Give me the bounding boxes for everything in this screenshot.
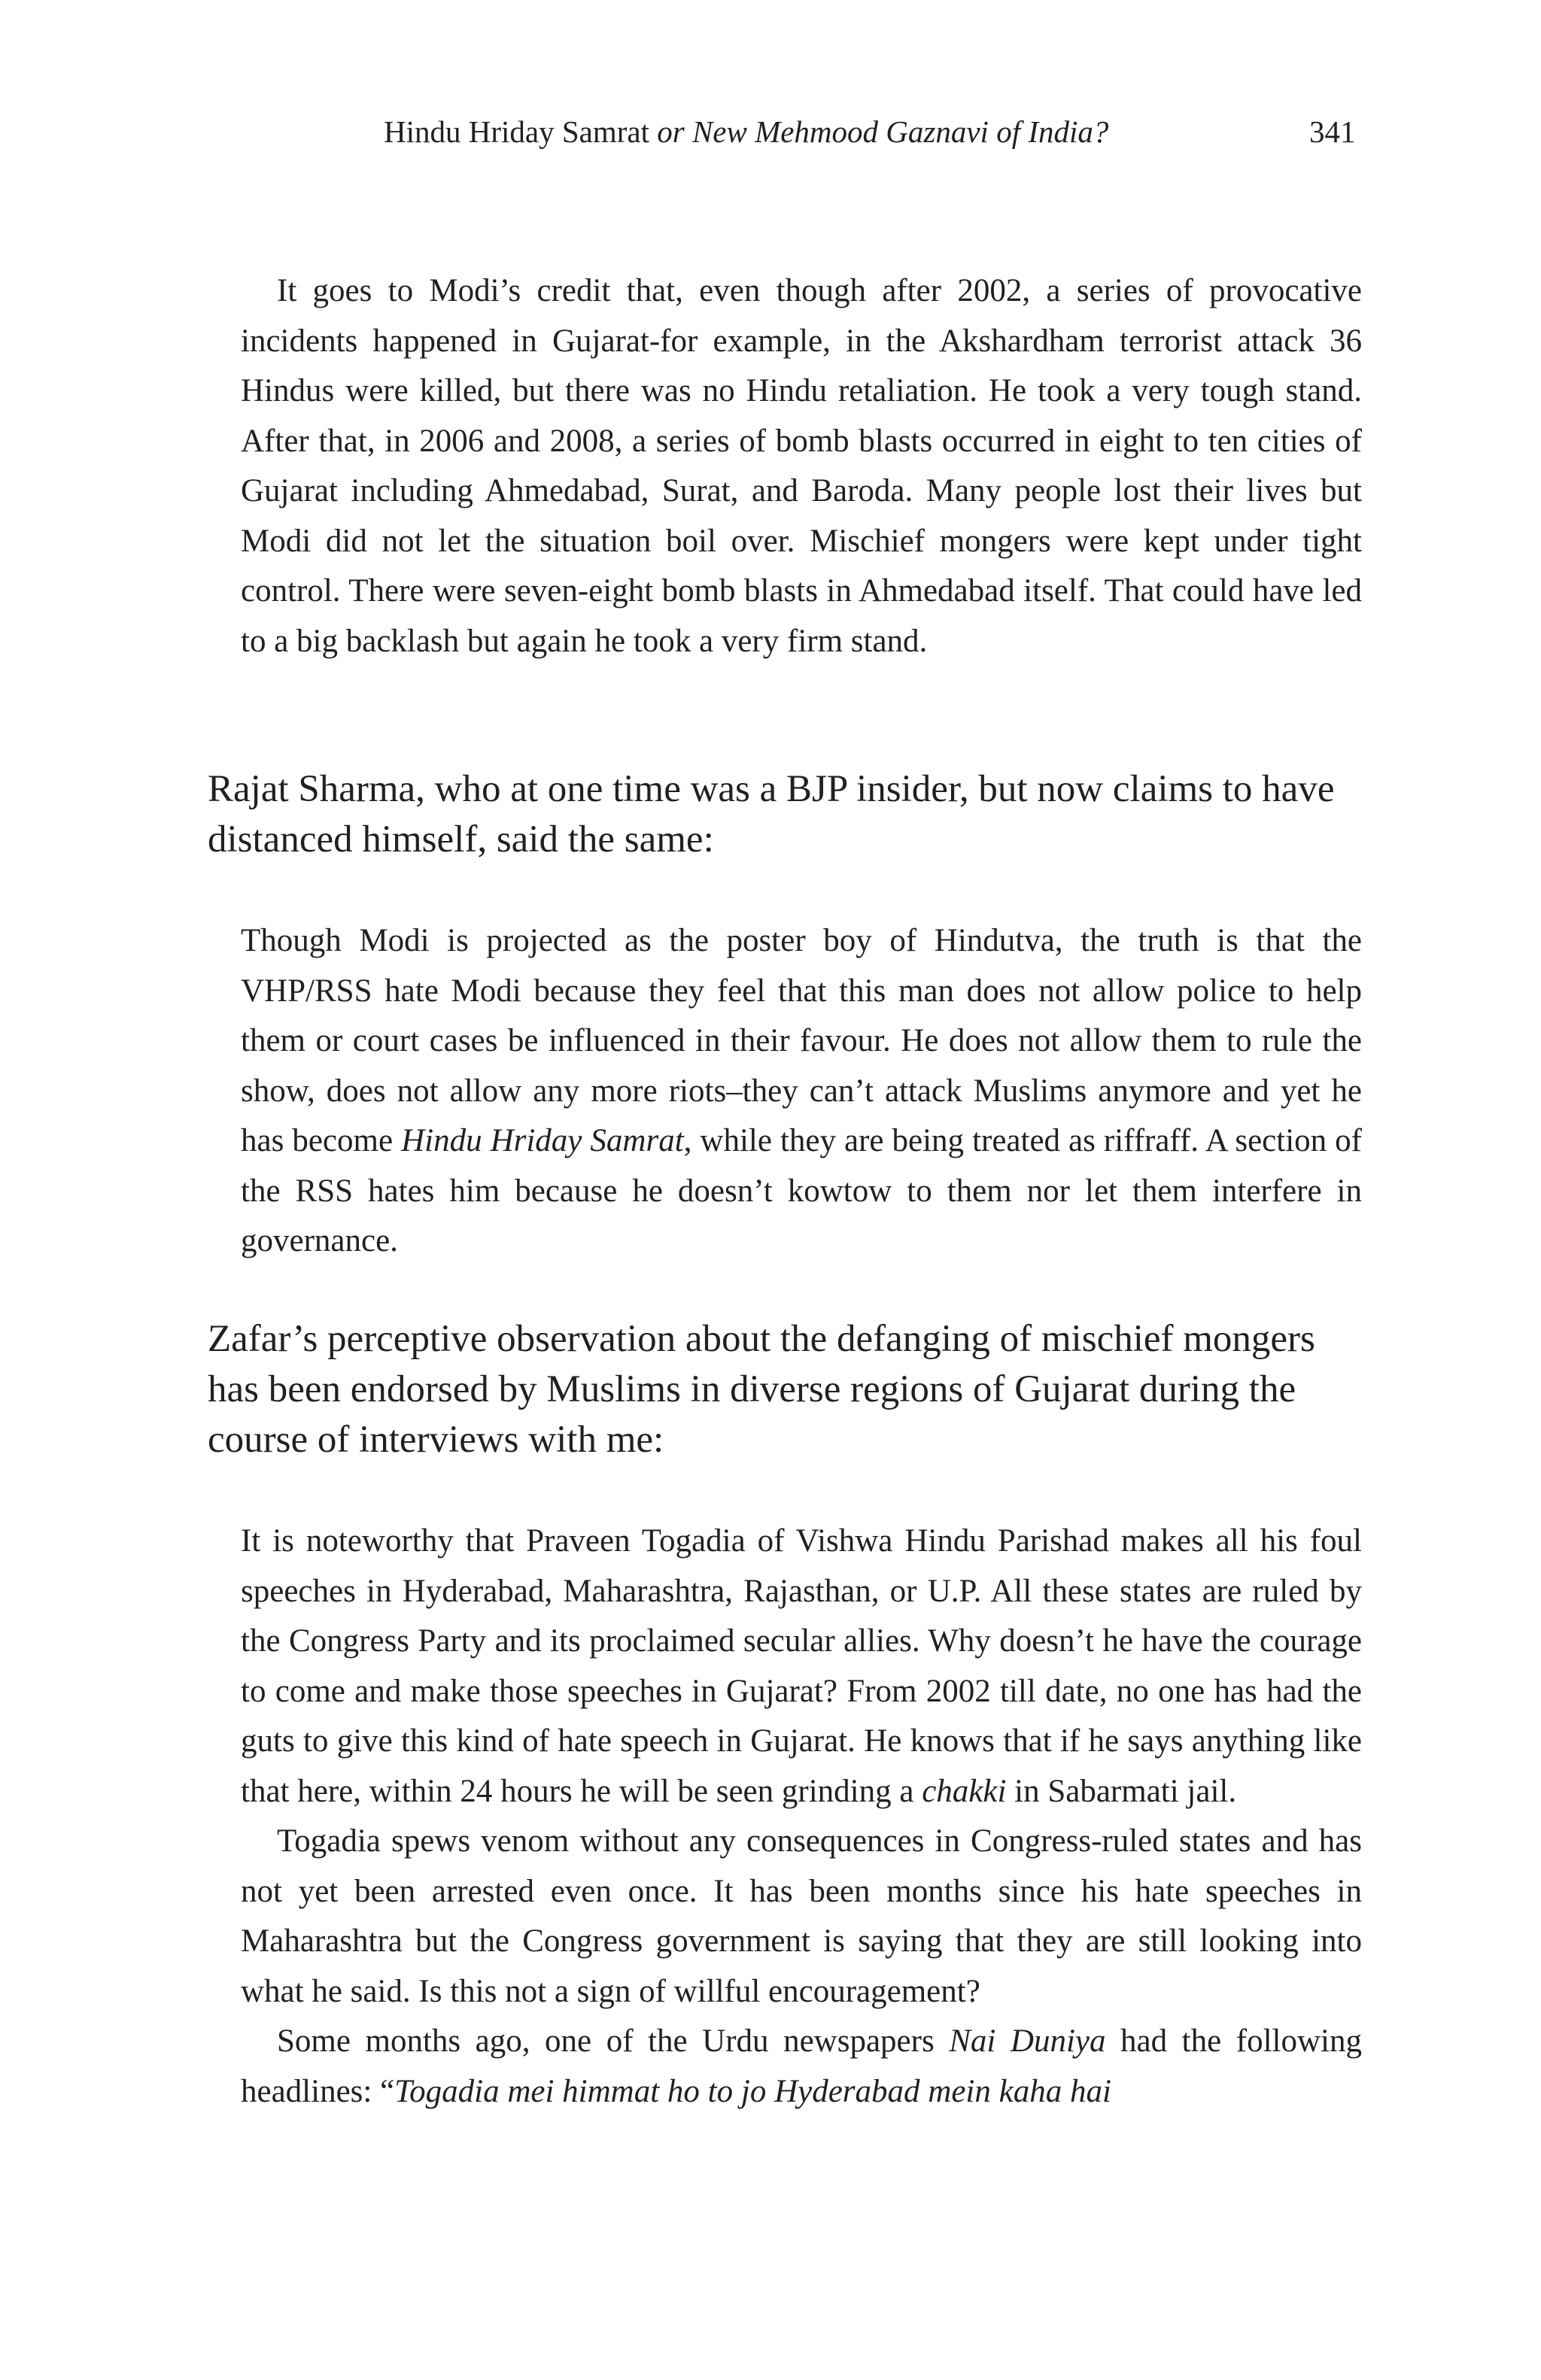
quote-paragraph [241,916,1362,1267]
block-quote-rajat-sharma [241,916,1362,1267]
running-head [384,113,1108,150]
quote-paragraph: Togadia spews venom without any consequences in Congress-ruled states and has not yet been arrested even once. It has been months since his hate speeches in Maharashtra but the Congress government is saying that they are still looking into what he said. Is this not a sign of willful encouragement? [241,1823,1362,2009]
quote-italic-text: Hindu Hriday Samrat [401,1123,684,1158]
quote-text: had the following headlines: “ [241,2023,1362,2109]
quote-paragraph [241,1516,1362,1817]
quote-text: Though Modi is projected as the poster boy of Hindutva, the truth is that the VHP/RSS hate Modi because they feel that this man does not allow police to help them or court cases be influenced in their favour. He does not allow them to rule the show, does not allow any more riots–they can’t attack Muslims anymore and yet he has become [241,923,1362,1158]
quote-italic-text: Nai Duniya [949,2023,1106,2059]
quote-text: Some months ago, one of the Urdu newspapers [277,2023,950,2059]
block-quote-modi-credit [241,266,1362,666]
quote-paragraph: It goes to Modi’s credit that, even though after 2002, a series of provocative incidents happened in Gujarat-for example, in the Akshardham terrorist attack 36 Hindus were killed, but there was no Hindu retaliation. He took a very tough stand. After that, in 2006 and 2008, a series of bomb blasts occurred in eight to ten cities of Gujarat including Ahmedabad, Surat, and Baroda. Many people lost their lives but Modi did not let the situation boil over. Mischief mongers were kept under tight control. There were seven-eight bomb blasts in Ahmedabad itself. That could have led to a big backlash but again he took a very firm stand. [241,273,1362,659]
running-head-italic: or New Mehmood Gaznavi of India? [657,114,1109,149]
quote-paragraph [241,2017,1362,2117]
quote-text: in Sabarmati jail. [1006,1773,1237,1809]
quote-italic-text: Togadia mei himmat ho to jo Hyderabad mein kaha hai [394,2073,1111,2109]
quote-text: , while they are being treated as riffraff. A section of the RSS hates him because he doesn’t kowtow to them nor let them interfere in governance. [241,1123,1362,1258]
page-number: 341 [1309,114,1356,149]
body-paragraph-rajat-sharma: Rajat Sharma, who at one time was a BJP insider, but now claims to have distanced himself, said the same: [208,768,1335,861]
running-head-roman: Hindu Hriday Samrat [384,114,658,149]
quote-italic-text: chakki [922,1773,1007,1809]
body-paragraph-zafar: Zafar’s perceptive observation about the defanging of mischief mongers has been endorsed by Muslims in diverse regions of Gujarat during the course of interviews with me: [208,1318,1315,1461]
block-quote-togadia [241,1516,1362,2117]
quote-text: It is noteworthy that Praveen Togadia of Vishwa Hindu Parishad makes all his foul speeches in Hyderabad, Maharashtra, Rajasthan, or U.P. All these states are ruled by the Congress Party and its proclaimed secular allies. Why doesn’t he have the courage to come and make those speeches in Gujarat? From 2002 till date, no one has had the guts to give this kind of hate speech in Gujarat. He knows that if he says anything like that here, within 24 hours he will be seen grinding a [241,1523,1362,1809]
